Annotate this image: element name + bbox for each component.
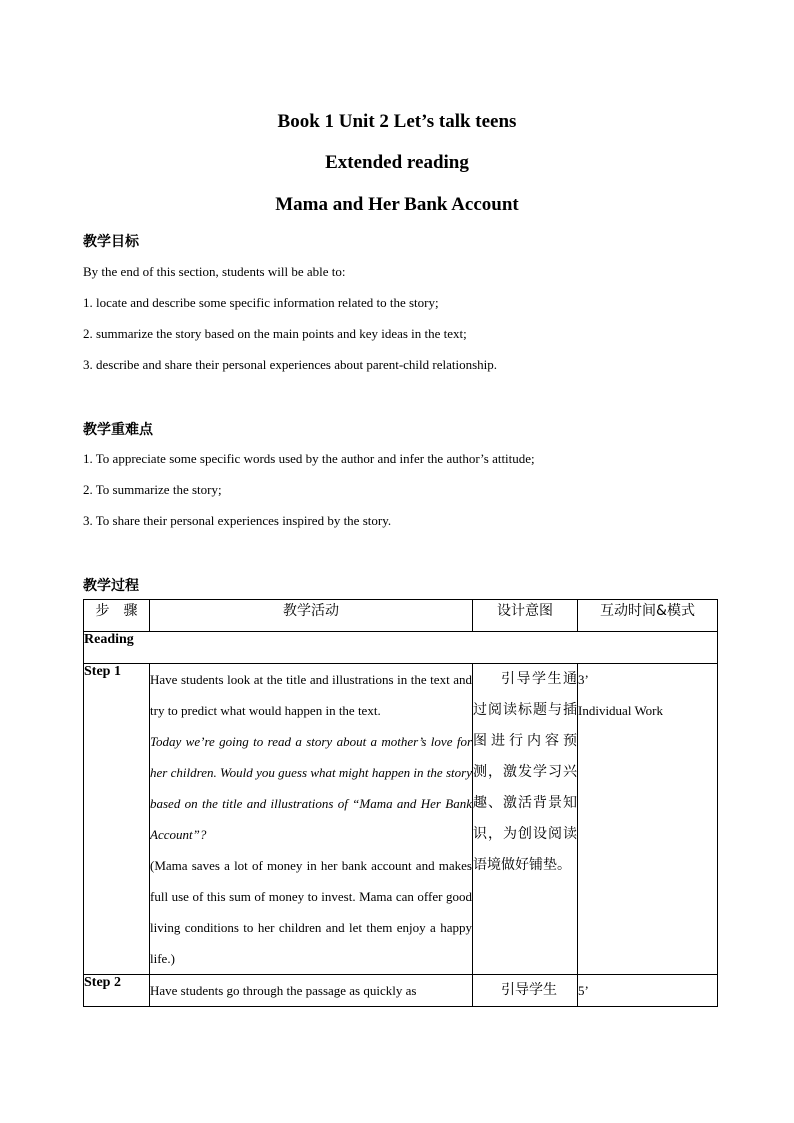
time-value: 5’ (578, 983, 589, 998)
activity-cell (150, 664, 473, 975)
activity-teacher-talk: Today we’re going to read a story about a mother’s love for her children. Would you guess what might happen in the story based on the title and illustrations of “Mama and Her Bank Account”? (150, 734, 472, 842)
section-label: Reading (84, 632, 718, 664)
objective-item: 2. summarize the story based on the main points and key ideas in the text; (83, 326, 467, 341)
table-row (84, 975, 718, 1007)
table-row (84, 664, 718, 975)
intent-cell (473, 664, 578, 975)
teaching-process-table (83, 599, 718, 1007)
objectives-intro: By the end of this section, students will be able to: (83, 264, 346, 279)
activity-expected-answer: (Mama saves a lot of money in her bank account and makes full use of this sum of money to invest. Mama can offer good living conditions to her children and let them enjoy a happy life.) (150, 858, 472, 966)
column-header-activity: 教学活动 (150, 600, 473, 632)
intent-text: 引导学生通过阅读标题与插图进行内容预测，激发学习兴趣、激活背景知识，为创设阅读语境做好铺垫。 (473, 671, 577, 873)
time-mode-cell (578, 975, 718, 1007)
mode-value: Individual Work (578, 703, 664, 718)
column-header-step: 步 骤 (84, 600, 150, 632)
activity-instruction: Have students look at the title and illustrations in the text and try to predict what would happen in the text. (150, 672, 472, 718)
table-header-row (84, 600, 718, 632)
step-label: Step 1 (84, 664, 150, 975)
objective-item: 3. describe and share their personal experiences about parent-child relationship. (83, 357, 498, 372)
title-book-unit: Book 1 Unit 2 Let’s talk teens (277, 111, 517, 132)
title-extended-reading: Extended reading (325, 152, 469, 173)
time-mode-cell (578, 664, 718, 975)
key-point-item: 2. To summarize the story; (83, 482, 222, 497)
key-point-item: 3. To share their personal experiences inspired by the story. (83, 513, 392, 528)
column-header-time-mode: 互动时间&模式 (578, 600, 718, 632)
intent-text: 引导学生 (501, 982, 557, 998)
step-label: Step 2 (84, 975, 150, 1007)
section-row (84, 632, 718, 664)
title-story: Mama and Her Bank Account (275, 194, 519, 215)
process-heading: 教学过程 (83, 578, 139, 594)
time-value: 3’ (578, 672, 589, 687)
objectives-heading: 教学目标 (83, 234, 139, 250)
key-point-item: 1. To appreciate some specific words used by the author and infer the author’s attitude; (83, 451, 535, 466)
column-header-intent: 设计意图 (473, 600, 578, 632)
objective-item: 1. locate and describe some specific information related to the story; (83, 295, 439, 310)
intent-cell (473, 975, 578, 1007)
activity-instruction: Have students go through the passage as quickly as (150, 983, 417, 998)
key-points-heading: 教学重难点 (83, 422, 153, 438)
activity-cell (150, 975, 473, 1007)
